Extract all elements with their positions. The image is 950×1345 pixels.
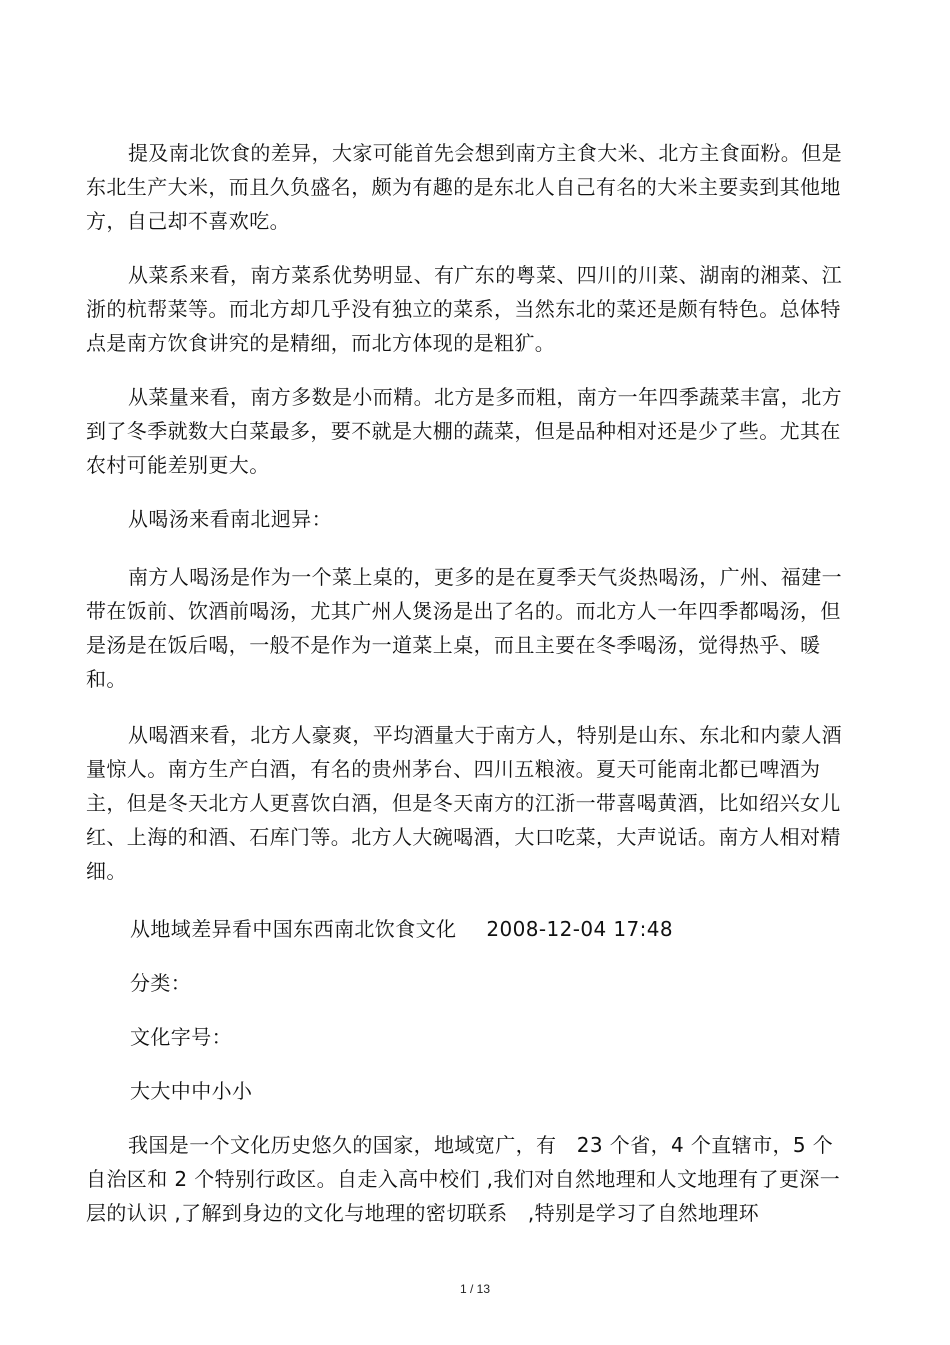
article-header	[130, 912, 673, 946]
paragraph-staple-food: 提及南北饮食的差异，大家可能首先会想到南方主食大米、北方主食面粉。但是东北生产大米，而且久负盛名，颇为有趣的是东北人自己有名的大米主要卖到其他地方，自己却不喜欢吃。	[86, 141, 842, 233]
paragraph-intro: 我国是一个文化历史悠久的国家，地域宽广，有 23 个省，4 个直辖市，5 个自治区和 2 个特别行政区。自走入高中校们 ,我们对自然地理和人文地理有了更深一层的认识 ,了解到身边的文化与地理的密切联系 ,特别是学习了自然地理环	[86, 1133, 841, 1225]
article-title: 从地域差异看中国东西南北饮食文化	[130, 917, 457, 941]
paragraph-soup-heading: 从喝汤来看南北迥异：	[128, 507, 332, 531]
paragraph-cuisine: 从菜系来看，南方菜系优势明显、有广东的粤菜、四川的川菜、湖南的湘菜、江浙的杭帮菜等。而北方却几乎没有独立的菜系，当然东北的菜还是颇有特色。总体特点是南方饮食讲究的是精细，而北方体现的是粗犷。	[86, 263, 842, 355]
font-size-options[interactable]: 大大中中小小	[130, 1079, 253, 1103]
category-label: 分类：	[130, 971, 192, 995]
paragraph-soup: 南方人喝汤是作为一个菜上桌的，更多的是在夏季天气炎热喝汤，广州、福建一带在饭前、饮酒前喝汤，尤其广州人煲汤是出了名的。而北方人一年四季都喝汤，但是汤是在饭后喝，一般不是作为一道菜上桌，而且主要在冬季喝汤，觉得热乎、暖和。	[86, 565, 842, 691]
font-size-label: 文化字号：	[130, 1025, 232, 1049]
article-date: 2008-12-04 17:48	[486, 917, 674, 941]
page-indicator: 1 / 13	[459, 1282, 491, 1296]
paragraph-liquor: 从喝酒来看，北方人豪爽，平均酒量大于南方人，特别是山东、东北和内蒙人酒量惊人。南方生产白酒，有名的贵州茅台、四川五粮液。夏天可能南北都已啤酒为主，但是冬天北方人更喜饮白酒，但是冬天南方的江浙一带喜喝黄酒，比如绍兴女儿红、上海的和酒、石库门等。北方人大碗喝酒，大口吃菜，大声说话。南方人相对精细。	[86, 723, 842, 883]
paragraph-portion: 从菜量来看，南方多数是小而精。北方是多而粗，南方一年四季蔬菜丰富，北方到了冬季就数大白菜最多，要不就是大棚的蔬菜，但是品种相对还是少了些。尤其在农村可能差别更大。	[86, 385, 842, 477]
